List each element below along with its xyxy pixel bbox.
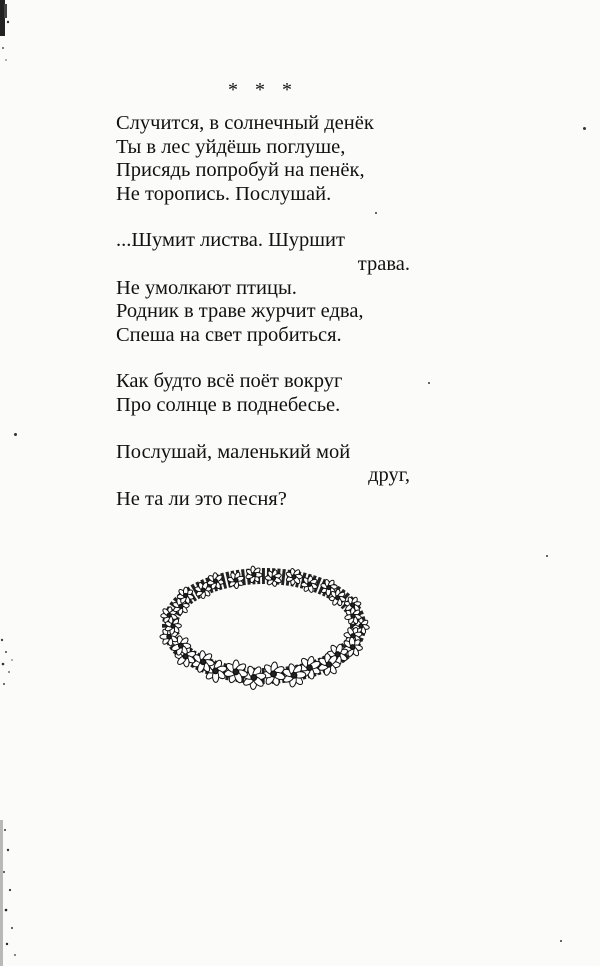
poem-line: Послушай, маленький мой [116,440,351,463]
poem-line: Присядь попробуй на пенёк, [116,159,365,182]
poem-line: Не та ли это песня? [116,487,287,510]
scan-speck [560,940,562,942]
scan-speck [375,212,377,214]
poem-line: Спеша на свет пробиться. [116,323,342,346]
section-separator: * * * [228,79,298,101]
poem-line: ...Шумит листва. Шуршит [116,229,345,252]
scan-speck [583,127,586,130]
stanza-3 [116,370,416,417]
poem-line: Не умолкают птицы. [116,276,297,299]
poem-line-continuation: трава. [357,252,410,275]
scan-speck [546,555,548,557]
poem-line: Как будто всё поёт вокруг [116,370,343,393]
stanza-1 [116,112,416,206]
scan-speck [14,433,17,436]
poem-line: Про солнце в поднебесье. [116,393,341,416]
scan-edge-noise [0,0,22,966]
stanza-4 [116,441,416,512]
poem-line: Родник в траве журчит едва, [116,300,364,323]
poem-line: Случится, в солнечный денёк [116,112,374,134]
poem-line-continuation: друг, [368,464,410,487]
poem-line: Не торопись. Послушай. [116,182,332,205]
stanza-2 [116,229,416,347]
poem [116,112,416,534]
scan-speck [428,382,430,384]
poem-line: Ты в лес уйдёшь поглуше, [116,135,346,158]
flower-wreath-icon [156,562,372,690]
